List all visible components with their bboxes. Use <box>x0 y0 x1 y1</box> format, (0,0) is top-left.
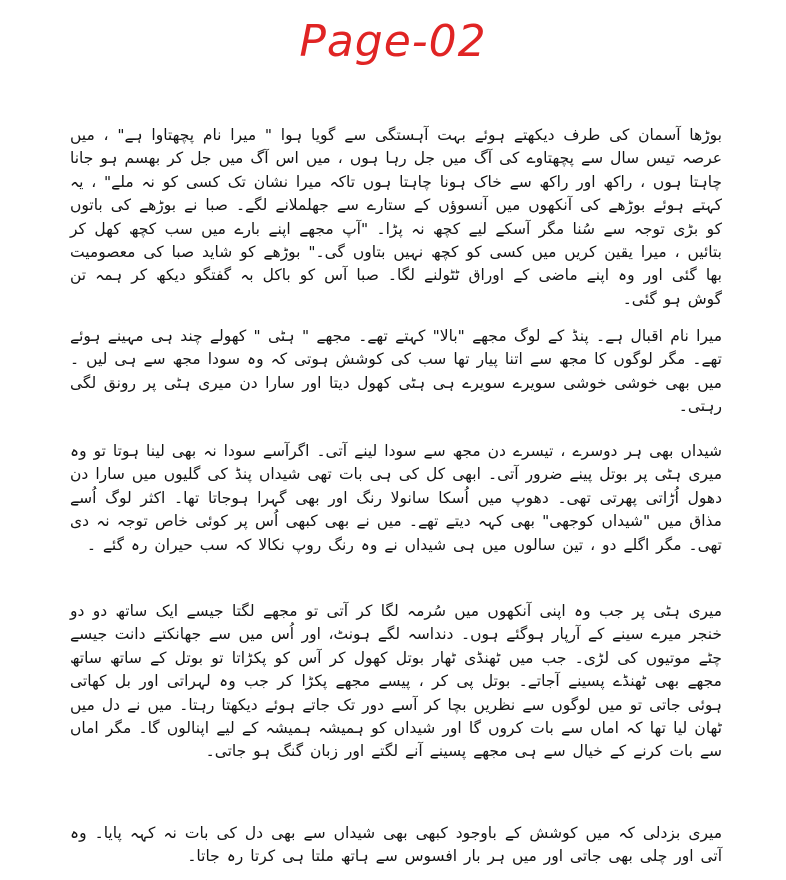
paragraph-3: شیداں بھی ہر دوسرے ، تیسرے دن مجھ سے سودا لینے آتی۔ اگرآسے سودا نہ بھی لینا ہوتا تو وہ میری ہٹی پر بوتل پینے ضرور آتی۔ ابھی کل کی ہی بات تھی شیداں پنڈ کی گلیوں میں سارا دن دھول اُڑاتی پھرتی تھی۔ دھوپ میں اُسکا سانولا رنگ اور بھی گہرا ہوجاتا تھا۔ اکثر لوگ اُسے مذاق میں "شیداں کوجھی" بھی کہہ دیتے تھے۔ میں نے بھی کبھی اُس پر کوئی خاص توجہ نہ دی تھی۔ مگر اگلے دو ، تین سالوں میں ہی شیداں نے وہ رنگ روپ نکالا کہ سب حیران رہ گئے ۔ <box>70 442 722 554</box>
paragraph-1: بوڑھا آسمان کی طرف دیکھتے ہوئے بہت آہستگی سے گویا ہوا " میرا نام پچھتاوا ہے" ، میں عرصہ تیس سال سے پچھتاوے کی آگ میں جل رہا ہوں ، میں اس آگ میں جل کر بھسم ہو جانا چاہتا ہوں ، راکھ اور راکھ سے خاک ہونا چاہتا ہوں تاکہ میرا نشان تک کسی کو نہ ملے" ، یہ کہتے ہوئے بوڑھے کی آنکھوں میں آنسوؤں کے ستارے سے جھلملانے لگے۔ صبا نے بوڑھے کی باتوں کو بڑی توجہ سے سُنا مگر آسکے لیے کچھ نہ پڑا۔ "آپ مجھے اپنے بارے میں سب کچھ کھل کر بتائیں ، میرا یقین کریں میں کسی کو کچھ نہیں بتاوں گی۔" بوڑھے کو شاید صبا کی معصومیت بھا گئی اور وہ اپنے ماضی کے اوراق ٹٹولنے لگا۔ صبا آس کو باکل بہ گفتگو دیکھ کر ہمہ تن گوش ہو گئی۔ <box>70 126 722 308</box>
paragraph-2: میرا نام اقبال ہے۔ پنڈ کے لوگ مجھے "بالا" کہتے تھے۔ مجھے " ہٹی " کھولے چند ہی مہینے ہوئے تھے۔ مگر لوگوں کا مجھ سے اتنا پیار تھا سب کی کوشش ہوتی کہ وہ سودا مجھ سے ہی لیں ۔ میں بھی خوشی خوشی سویرے سویرے ہی ہٹی کھول دیتا اور سارا دن میری ہٹی پر رونق لگی رہتی۔ <box>70 327 722 416</box>
paragraph-5: میری بزدلی کہ میں کوشش کے باوجود کبھی بھی شیداں سے بھی دل کی بات نہ کہہ پایا۔ وہ آتی اور چلی بھی جاتی اور میں ہر بار افسوس سے ہاتھ ملتا ہی کرتا رہ جاتا۔ <box>70 824 722 866</box>
page-title: Page-02 <box>299 16 487 67</box>
paragraph-4: میری ہٹی پر جب وہ اپنی آنکھوں میں سُرمہ لگا کر آتی تو مجھے لگتا جیسے ایک ساتھ دو دو خنجر میرے سینے کے آرپار ہوگئے ہوں۔ دنداسہ لگے ہونٹ، اور اُس میں سے جھانکتے دانت جیسے چٹے موتیوں کی لڑی۔ جب میں ٹھنڈی ٹھار بوتل کھول کر آس کو پکڑاتا تو بوتل کے ساتھ ساتھ مجھے بھی ٹھنڈے پسینے آجاتے۔ بوتل پی کر ، پیسے مجھے پکڑا کر جب وہ لہراتی اور بل کھاتی ہوئی جاتی تو میں لوگوں سے نظریں بچا کر آسے دور تک جاتے ہوئے دیکھتا رہتا۔ میں نے دل میں ٹھان لیا تھا کہ اماں سے بات کروں گا اور شیداں کو ہمیشہ ہمیشہ کے لیے اپنالوں گا۔ مگر اماں سے بات کرنے کے خیال سے ہی مجھے پسینے آنے لگتے اور زبان گنگ ہو جاتی۔ <box>70 602 722 761</box>
